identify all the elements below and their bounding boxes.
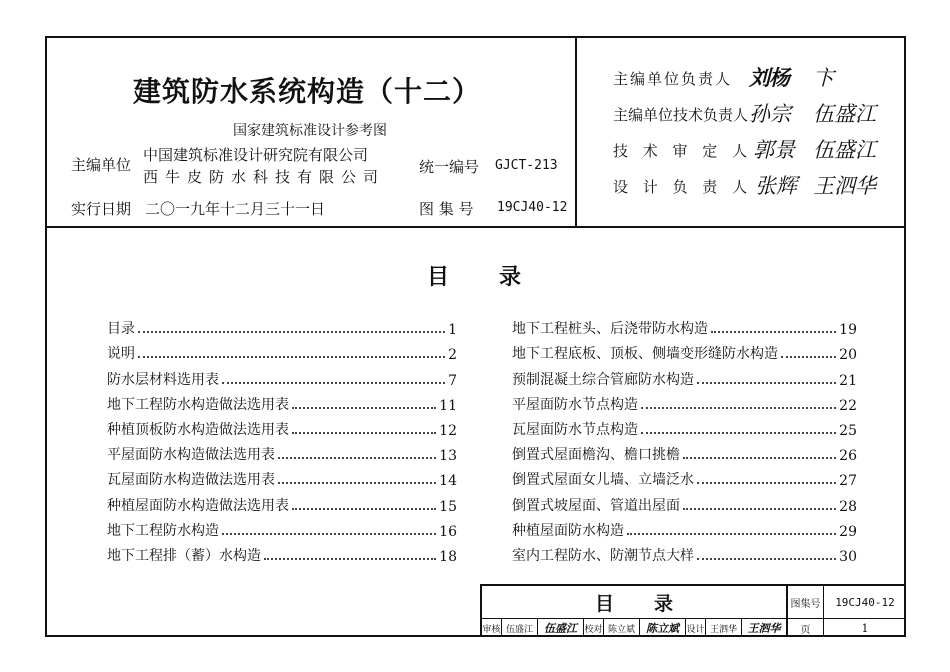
toc-item[interactable] — [107, 338, 457, 363]
toc-item-title: 预制混凝土综合管廊防水构造 — [512, 371, 694, 388]
toc-item[interactable] — [512, 439, 857, 464]
toc-leader-dots — [697, 382, 836, 384]
effective-date: 二〇一九年十二月三十一日 — [145, 200, 326, 218]
title-block — [480, 584, 904, 635]
toc-leader-dots — [264, 558, 436, 560]
toc-item-page: 7 — [448, 372, 457, 389]
toc-item-title: 地下工程排（蓄）水构造 — [107, 547, 261, 564]
toc-heading: 目录 — [427, 265, 572, 290]
title-block-atlas-label: 图集号 — [788, 586, 824, 619]
sign-name-design: 王泗华 — [706, 619, 742, 637]
toc-item-title: 地下工程桩头、后浇带防水构造 — [512, 321, 708, 338]
sign-label-proof: 校对 — [584, 619, 604, 637]
toc-item[interactable] — [107, 540, 457, 565]
signature-1b: 卞 — [813, 66, 834, 90]
toc-item-page: 16 — [439, 523, 457, 540]
toc-item-page: 11 — [439, 397, 457, 414]
title-block-page-label: 页 — [788, 619, 824, 637]
toc-item-title: 种植顶板防水构造做法选用表 — [107, 421, 289, 438]
toc-item-page: 21 — [839, 372, 857, 389]
sign-name-proof: 陈立斌 — [604, 619, 640, 637]
toc-leader-dots — [138, 331, 445, 333]
toc-item-page: 28 — [839, 498, 857, 515]
toc-leader-dots — [697, 558, 836, 560]
signature-2b: 伍盛江 — [813, 102, 876, 126]
toc-leader-dots — [292, 508, 436, 510]
toc-item-title: 平屋面防水节点构造 — [512, 396, 638, 413]
toc-item-page: 22 — [839, 397, 857, 414]
toc-leader-dots — [641, 407, 836, 409]
drawing-sheet — [45, 36, 906, 637]
title-block-atlas-no: 19CJ40-12 — [824, 586, 906, 619]
effective-date-label: 实行日期 — [71, 200, 132, 218]
toc-item-title: 地下工程底板、顶板、侧墙变形缝防水构造 — [512, 346, 778, 363]
toc-item[interactable] — [107, 489, 457, 514]
toc-item[interactable] — [512, 489, 857, 514]
document-title: 建筑防水系统构造（十二） — [133, 75, 482, 108]
toc-item-title: 地下工程防水构造做法选用表 — [107, 396, 289, 413]
atlas-no: 19CJ40-12 — [497, 200, 568, 215]
toc-item[interactable] — [512, 338, 857, 363]
toc-item[interactable] — [512, 515, 857, 540]
cover-header — [47, 38, 904, 228]
toc-leader-dots — [292, 432, 436, 434]
title-block-name: 目录 — [482, 586, 788, 619]
responsibility-panel — [577, 38, 904, 226]
toc-item[interactable] — [512, 363, 857, 388]
atlas-no-label: 图 集 号 — [419, 200, 474, 218]
title-block-sign-row — [482, 619, 788, 637]
toc-item-title: 室内工程防水、防潮节点大样 — [512, 547, 694, 564]
toc-leader-dots — [683, 508, 836, 510]
signature-3a: 郭景 — [753, 138, 795, 162]
toc-item-page: 15 — [439, 498, 457, 515]
sign-signature-proof: 陈立斌 — [640, 619, 686, 637]
toc-item-page: 26 — [839, 448, 857, 465]
toc-leader-dots — [278, 457, 436, 459]
header-info-panel — [47, 38, 577, 226]
toc-item-title: 种植屋面防水构造 — [512, 522, 624, 539]
toc-item-title: 说明 — [107, 346, 135, 363]
sign-signature-design: 王泗华 — [747, 622, 781, 635]
toc-leader-dots — [278, 482, 436, 484]
toc-item-page: 2 — [448, 347, 457, 364]
toc-item[interactable] — [107, 515, 457, 540]
toc-item-page: 1 — [448, 322, 457, 339]
toc-item-page: 13 — [439, 448, 457, 465]
toc-item-page: 12 — [439, 422, 457, 439]
sign-label-design: 设计 — [686, 619, 706, 637]
chief-editor-unit-1: 中国建筑标准设计研究院有限公司 — [143, 146, 369, 164]
title-block-page-no: 1 — [861, 621, 869, 635]
toc-leader-dots — [222, 382, 445, 384]
resp-role: 主编单位技术负责人 — [613, 106, 749, 124]
resp-role: 设 计 负 责 人 — [613, 178, 753, 196]
chief-editor-label: 主编单位 — [71, 156, 132, 174]
toc-leader-dots — [683, 457, 836, 459]
toc-item-title: 倒置式屋面檐沟、檐口挑檐 — [512, 447, 680, 464]
toc-item-page: 18 — [439, 548, 457, 565]
toc-item-page: 30 — [839, 548, 857, 565]
toc-item-page: 19 — [839, 322, 857, 339]
sign-signature-review: 伍盛江 — [538, 619, 584, 637]
toc-leader-dots — [641, 432, 836, 434]
toc-item-title: 平屋面防水构造做法选用表 — [107, 447, 275, 464]
toc-item[interactable] — [512, 414, 857, 439]
resp-chief-unit-tech-head — [613, 104, 748, 125]
toc-leader-dots — [781, 356, 836, 358]
toc-right-column — [512, 313, 857, 565]
toc-leader-dots — [711, 331, 836, 333]
toc-item[interactable] — [107, 313, 457, 338]
toc-leader-dots — [627, 533, 836, 535]
toc-item-page: 27 — [839, 473, 857, 490]
signature-4b: 王泗华 — [813, 174, 876, 198]
sign-label-review: 审核 — [482, 619, 502, 637]
signature-2a: 孙宗 — [749, 102, 791, 126]
resp-role: 技 术 审 定 人 — [613, 142, 753, 160]
toc-item-title: 倒置式屋面女儿墙、立墙泛水 — [512, 472, 694, 489]
resp-role: 主编单位负责人 — [613, 70, 733, 88]
signature-3b: 伍盛江 — [813, 138, 876, 162]
toc-item-title: 地下工程防水构造 — [107, 522, 219, 539]
toc-item[interactable] — [107, 414, 457, 439]
resp-chief-unit-head — [613, 68, 732, 89]
toc-item[interactable] — [512, 464, 857, 489]
toc-leader-dots — [222, 533, 436, 535]
resp-tech-reviewer — [613, 140, 752, 161]
unified-no: GJCT-213 — [495, 158, 558, 173]
toc-item-page: 25 — [839, 422, 857, 439]
signature-1a: 刘杨 — [749, 65, 789, 90]
toc-item[interactable] — [107, 363, 457, 388]
toc-item[interactable] — [512, 389, 857, 414]
toc-item-title: 倒置式坡屋面、管道出屋面 — [512, 497, 680, 514]
toc-item[interactable] — [107, 439, 457, 464]
document-subtitle: 国家建筑标准设计参考图 — [233, 123, 387, 139]
toc-item[interactable] — [512, 313, 857, 338]
chief-editor-unit-2: 西牛皮防水科技有限公司 — [143, 168, 386, 186]
toc-item[interactable] — [512, 540, 857, 565]
toc-item[interactable] — [107, 389, 457, 414]
toc-item-title: 瓦屋面防水构造做法选用表 — [107, 472, 275, 489]
toc-item-title: 目录 — [107, 321, 135, 338]
toc-item-title: 种植屋面防水构造做法选用表 — [107, 497, 289, 514]
resp-design-lead — [613, 176, 752, 197]
toc-leader-dots — [292, 407, 436, 409]
toc-item-title: 防水层材料选用表 — [107, 371, 219, 388]
toc-item-title: 瓦屋面防水节点构造 — [512, 421, 638, 438]
toc-leader-dots — [138, 356, 445, 358]
toc-item-page: 29 — [839, 523, 857, 540]
toc-item[interactable] — [107, 464, 457, 489]
toc-left-column — [107, 313, 457, 565]
toc-leader-dots — [697, 482, 836, 484]
toc-item-page: 14 — [439, 473, 457, 490]
unified-no-label: 统一编号 — [419, 158, 480, 176]
sign-name-review: 伍盛江 — [502, 619, 538, 637]
toc-item-page: 20 — [839, 347, 857, 364]
signature-4a: 张辉 — [755, 174, 797, 198]
